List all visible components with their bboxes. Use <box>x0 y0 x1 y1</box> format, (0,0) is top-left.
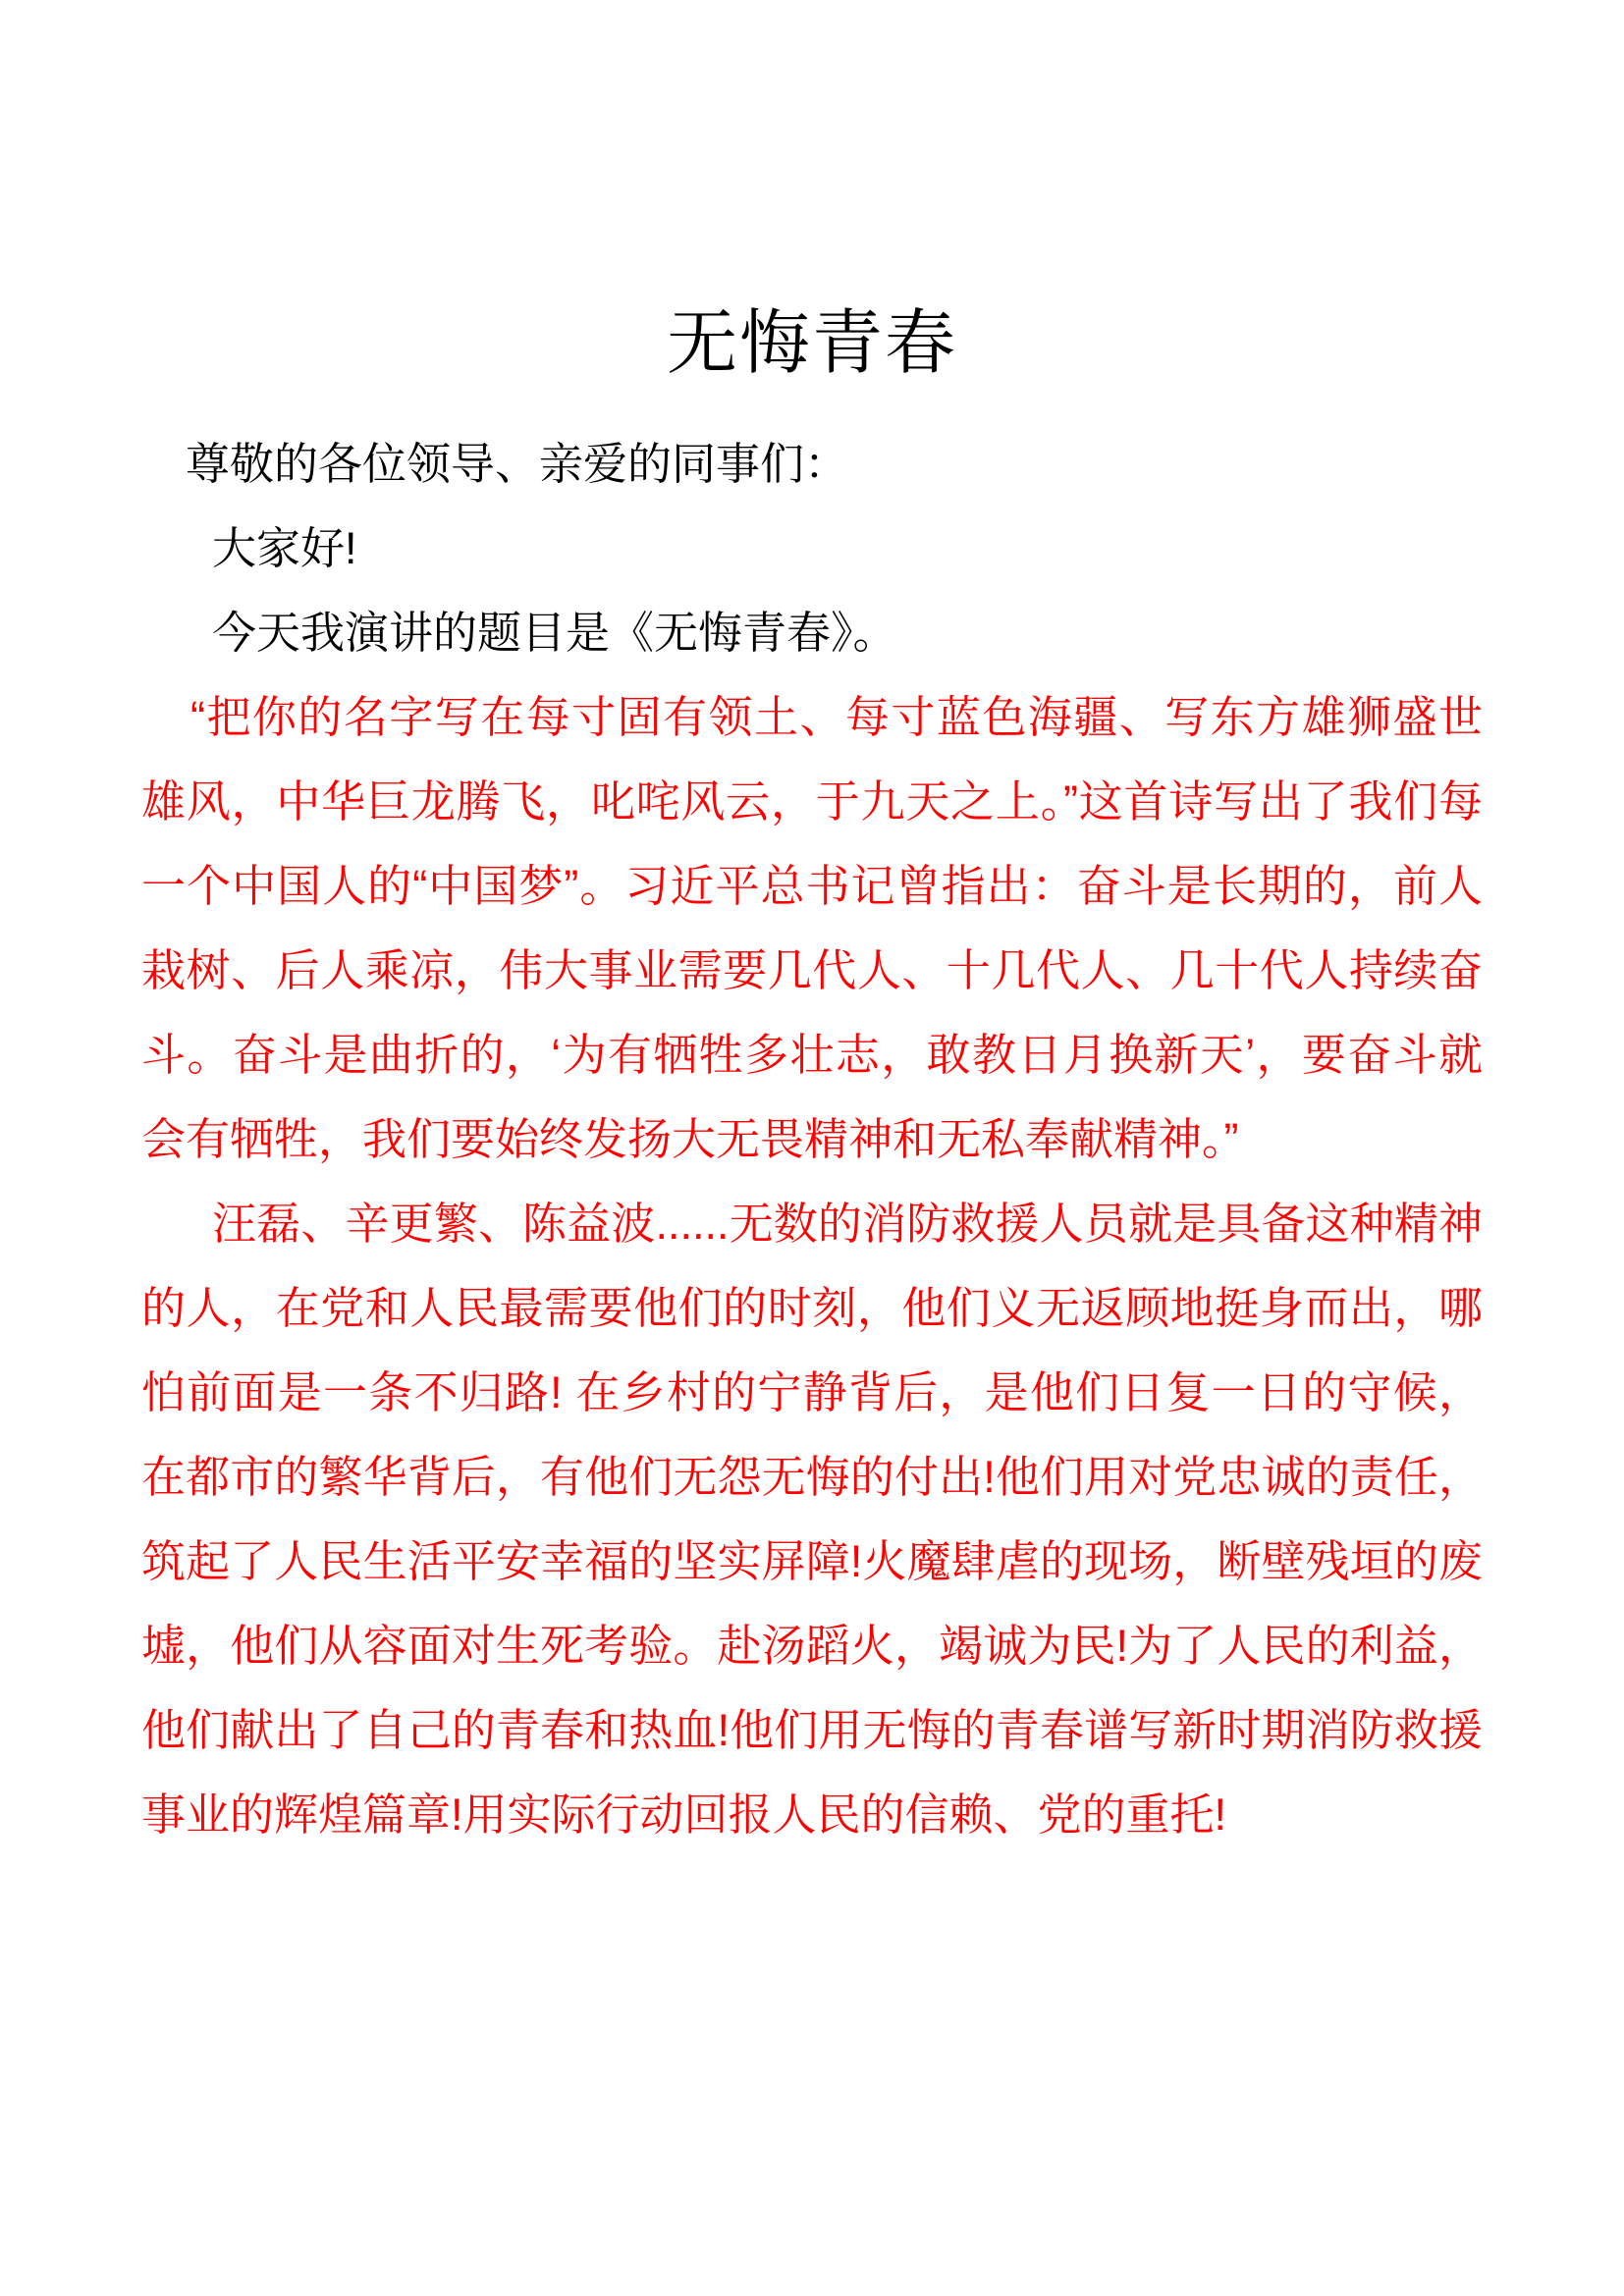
paragraph-3: 今天我演讲的题目是《无悔青春》。 <box>212 608 897 658</box>
paragraph-5: 汪磊、辛更繁、陈益波......无数的消防救援人员就是具备这种精神的人，在党和人民最需要他们的时刻，他们义无返顾地挺身而出，哪怕前面是一条不归路! 在乡村的宁静背后，是他们日复一日的守候，在都市的繁华背后，有他们无怨无悔的付出!他们用对党忠诚的责任，筑起了人民生活平安幸福的坚实屏障!火魔肆虐的现场，断壁残垣的废墟，他们从容面对生死考验。赴汤蹈火，竭诚为民!为了人民的利益，他们献出了自己的青春和热血!他们用无悔的青春谱写新时期消防救援事业的辉煌篇章!用实际行动回报人民的信赖、党的重托! <box>141 1199 1483 1840</box>
paragraph-4: “把你的名字写在每寸固有领土、每寸蓝色海疆、写东方雄狮盛世雄风，中华巨龙腾飞，叱咤风云，于九天之上。”这首诗写出了我们每一个中国人的“中国梦”。习近平总书记曾指出：奋斗是长期的，前人栽树、后人乘凉，伟大事业需要几代人、十几代人、几十代人持续奋斗。奋斗是曲折的，‘为有牺牲多壮志，敢教日月换新天’，要奋斗就会有牺牲，我们要始终发扬大无畏精神和无私奉献精神。” <box>141 692 1483 1164</box>
document-title: 无悔青春 <box>666 304 957 383</box>
document-body <box>141 422 1483 1857</box>
paragraph-2: 大家好! <box>212 523 357 573</box>
paragraph-1: 尊敬的各位领导、亲爱的同事们： <box>186 439 849 489</box>
